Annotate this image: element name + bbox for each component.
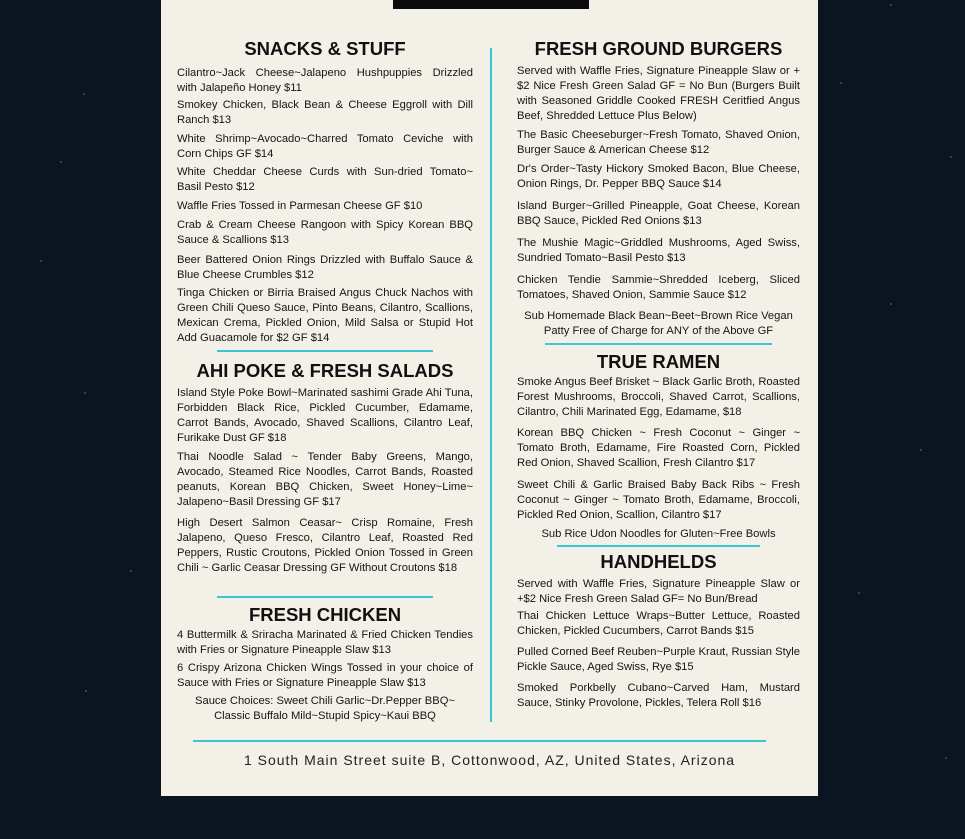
menu-item: Tinga Chicken or Birria Braised Angus Chuck Nachos with Green Chili Queso Sauce, Pinto Beans, Cilantro, Scallions, Mexican Crema, Pickled Onion, Mild Salsa or Stupid Hot Add Guacamole for $2 GF $14 <box>177 287 473 344</box>
ramen-title: TRUE RAMEN <box>596 351 721 372</box>
menu-item: 4 Buttermilk & Sriracha Marinated & Fried Chicken Tendies with Fries or Signature Pineapple Slaw $13 <box>177 629 473 656</box>
menu-item: Sweet Chili & Garlic Braised Baby Back Ribs ~ Fresh Coconut ~ Ginger ~ Tomato Broth, Edamame, Broccoli, Pickled Red Onion, Scallion, Cilantro $17 <box>517 479 800 521</box>
menu-item: Chicken Tendie Sammie~Shredded Iceberg, Sliced Tomatoes, Shaved Onion, Sammie Sauce $12 <box>517 274 800 301</box>
menu-item: 6 Crispy Arizona Chicken Wings Tossed in your choice of Sauce with Fries or Signature Pineapple Slaw $13 <box>177 662 473 689</box>
menu-item: Island Style Poke Bowl~Marinated sashimi Grade Ahi Tuna, Forbidden Black Rice, Pickled Cucumber, Edamame, Carrot Bands, Avocado, Shaved Scallions, Cilantro Leaf, Furikake Dust GF $18 <box>177 387 473 444</box>
menu-item: Cilantro~Jack Cheese~Jalapeno Hushpuppies Drizzled with Jalapeño Honey $11 <box>177 67 473 94</box>
udon-note: Sub Rice Udon Noodles for Gluten~Free Bowls <box>541 528 776 540</box>
section-intro: Served with Waffle Fries, Signature Pineapple Slaw or + $2 Nice Fresh Green Salad GF = No Bun (Burgers Built with Seasoned Griddle Cooked FRESH Ceritfied Angus Beef, Shredded Lettuce Plus Below) <box>517 65 800 122</box>
burgers-title: FRESH GROUND BURGERS <box>534 38 783 59</box>
address: 1 South Main Street suite B, Cottonwood, AZ, United States, Arizona <box>243 752 736 768</box>
menu-item: Smoked Porkbelly Cubano~Carved Ham, Mustard Sauce, Stinky Provolone, Pickles, Telera Roll $16 <box>517 682 800 709</box>
menu-item: Korean BBQ Chicken ~ Fresh Coconut ~ Ginger ~ Tomato Broth, Edamame, Fire Roasted Corn, Pickled Red Onion, Shaved Scallion, Fresh Cilantro $17 <box>517 427 800 469</box>
snacks-title: SNACKS & STUFF <box>244 38 406 59</box>
menu-item: White Shrimp~Avocado~Charred Tomato Ceviche with Corn Chips GF $14 <box>177 133 473 160</box>
menu-item: Beer Battered Onion Rings Drizzled with Buffalo Sauce & Blue Cheese Crumbles $12 <box>177 254 473 281</box>
menu-item: White Cheddar Cheese Curds with Sun-dried Tomato~ Basil Pesto $12 <box>177 166 473 193</box>
menu-page <box>161 0 818 796</box>
menu-item: Waffle Fries Tossed in Parmesan Cheese GF $10 <box>177 200 423 212</box>
column-divider <box>490 48 492 722</box>
menu-item: Island Burger~Grilled Pineapple, Goat Cheese, Korean BBQ Sauce, Pickled Red Onions $13 <box>517 200 800 227</box>
footer-rule <box>193 740 766 742</box>
left-column <box>177 38 473 724</box>
menu-item: The Basic Cheeseburger~Fresh Tomato, Shaved Onion, Burger Sauce & American Cheese $12 <box>517 129 800 156</box>
handhelds-title: HANDHELDS <box>600 551 717 572</box>
poke-title: AHI POKE & FRESH SALADS <box>196 360 454 381</box>
chicken-title: FRESH CHICKEN <box>248 604 402 625</box>
menu-item: Crab & Cream Cheese Rangoon with Spicy Korean BBQ Sauce & Scallions $13 <box>177 219 473 246</box>
vegan-patty-note: Sub Homemade Black Bean~Beet~Brown Rice Vegan Patty Free of Charge for ANY of the Above GF <box>524 310 793 337</box>
right-column <box>517 38 800 711</box>
menu-item: The Mushie Magic~Griddled Mushrooms, Aged Swiss, Sundried Tomato~Basil Pesto $13 <box>517 237 800 264</box>
section-intro: Served with Waffle Fries, Signature Pineapple Slaw or +$2 Nice Fresh Green Salad GF= No Bun/Bread <box>517 578 800 605</box>
menu-item: High Desert Salmon Ceasar~ Crisp Romaine, Fresh Jalapeno, Queso Fresco, Cilantro Leaf, Roasted Red Peppers, Rustic Croutons, Pickled Onion Tossed in Green Chili ~ Garlic Ceasar Dressing GF Without Croutons $18 <box>177 517 473 574</box>
menu-item: Smoke Angus Beef Brisket ~ Black Garlic Broth, Roasted Forest Mushrooms, Broccoli, Shaved Carrot, Scallions, Cilantro, Chili Marinated Egg, Edamame, $18 <box>517 376 800 418</box>
menu-item: Thai Chicken Lettuce Wraps~Butter Lettuce, Roasted Chicken, Pickled Cucumbers, Carrot Bands $15 <box>517 610 800 637</box>
top-banner <box>393 0 589 9</box>
menu-item: Dr's Order~Tasty Hickory Smoked Bacon, Blue Cheese, Onion Rings, Dr. Pepper BBQ Sauce $14 <box>517 163 800 190</box>
menu-item: Thai Noodle Salad ~ Tender Baby Greens, Mango, Avocado, Steamed Rice Noodles, Carrot Bands, Roasted peanuts, Korean BBQ Chicken, Sweet Honey~Lime~ Jalapeno~Basil Dressing GF $17 <box>177 451 473 508</box>
menu-item: Pulled Corned Beef Reuben~Purple Kraut, Russian Style Pickle Sauce, Aged Swiss, Rye $15 <box>517 646 800 673</box>
menu-item: Smokey Chicken, Black Bean & Cheese Eggroll with Dill Ranch $13 <box>177 99 473 126</box>
sauce-note: Sauce Choices: Sweet Chili Garlic~Dr.Pepper BBQ~ Classic Buffalo Mild~Stupid Spicy~Kaui BBQ <box>195 695 455 722</box>
